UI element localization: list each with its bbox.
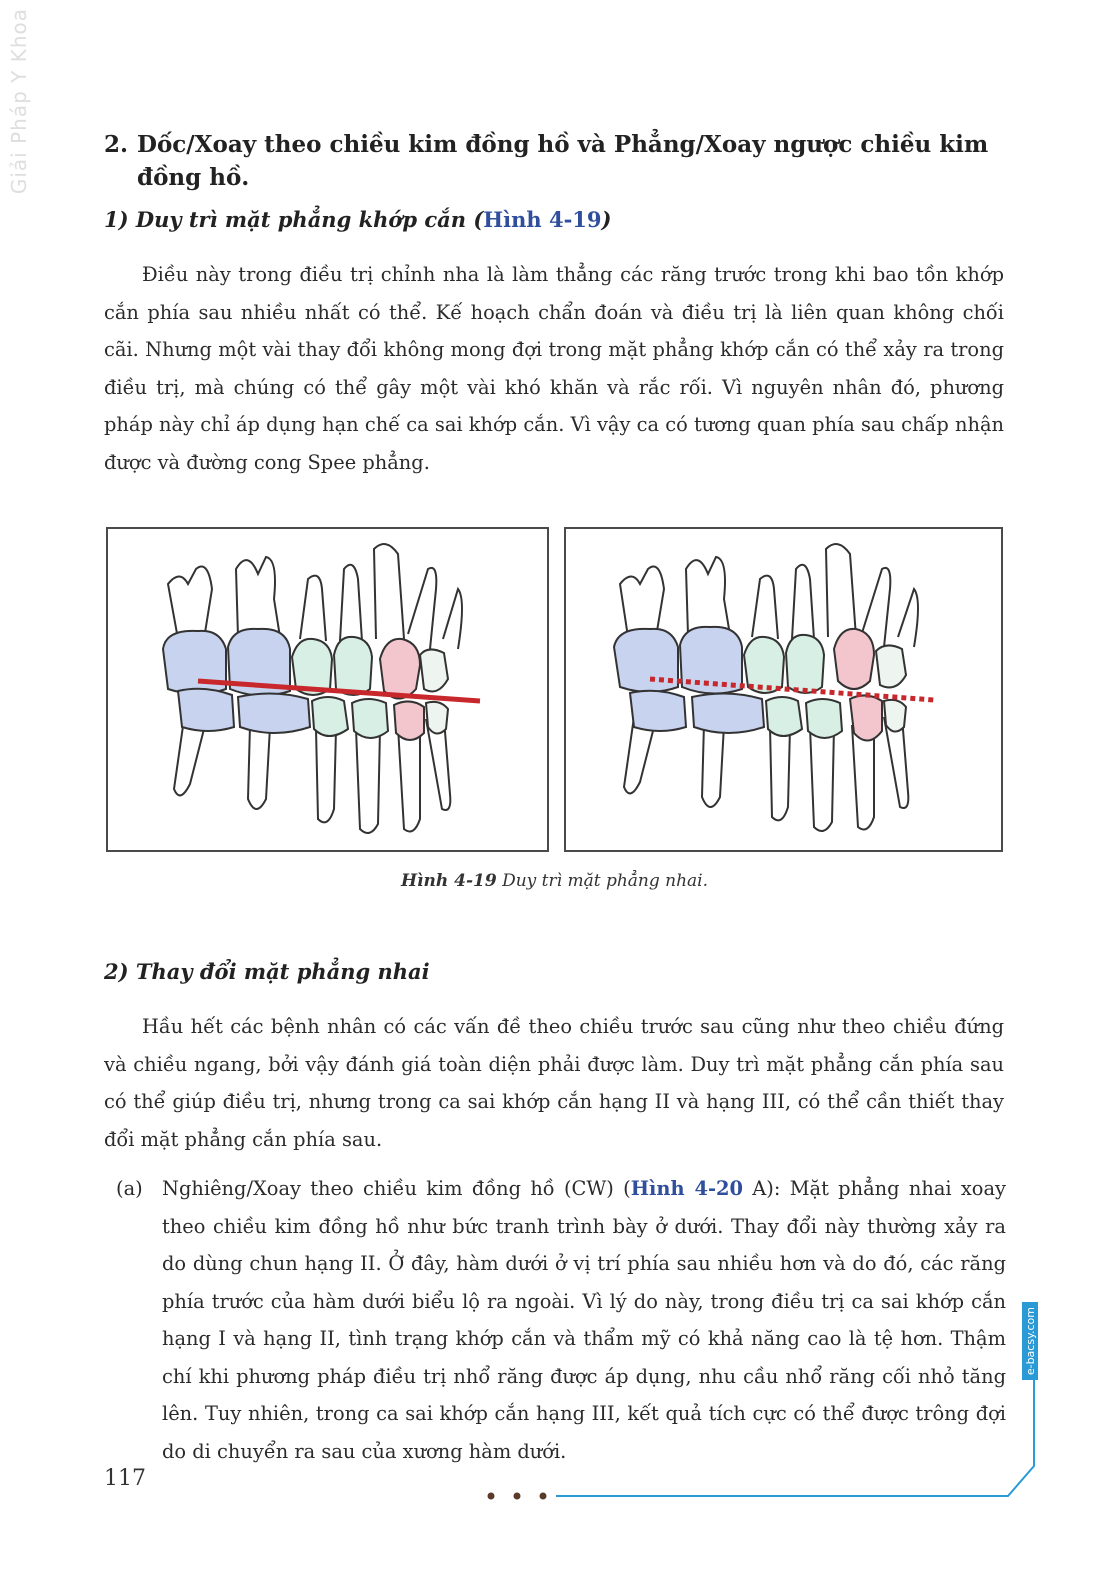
subsection-1-paragraph: Điều này trong điều trị chỉnh nha là làm thẳng các răng trước trong khi bao tồn khớp cắn phía sau nhiều nhất có thể. Kế hoạch chẩn đoán và điều trị là liên quan không chối cãi. Nhưng một vài thay đổi không mong đợi trong mặt phẳng khớp cắn có thể xảy ra trong điều trị, mà chúng có thể gây một vài khó khăn và rắc rối. Vì nguyên nhân đó, phương pháp này chỉ áp dụng hạn chế ca sai khớp cắn. Vì vậy ca có tương quan phía sau chấp nhận được và đường cong Spee phẳng. [104,263,1004,474]
subsection-1-title: 1) Duy trì mặt phẳng khớp cắn ( [104,207,484,232]
list-item-a-marker: (a) [116,1177,143,1200]
dental-arch-illustration-left [108,529,547,850]
figure-ref-4-20[interactable]: Hình 4-20 [630,1177,744,1200]
subsection-2-heading [104,957,430,987]
list-item-a [116,1170,1006,1470]
figure-panel-right [564,527,1003,852]
footer-dot [488,1493,495,1500]
figure-caption-label: Hình 4-19 [400,871,497,891]
figure-caption [0,871,1109,891]
list-item-a-lead: Nghiêng/Xoay theo chiều kim đồng hồ (CW) ( [162,1177,631,1200]
footer-dot [540,1493,547,1500]
page-number: 117 [104,1466,146,1491]
section-heading [104,128,1014,194]
side-brand-watermark [6,8,32,195]
figure-panel-left [106,527,549,852]
figure-caption-text: Duy trì mặt phẳng nhai. [496,871,709,891]
list-item-a-rest: A): Mặt phẳng nhai xoay theo chiều kim đồng hồ như bức tranh trình bày ở dưới. Thay đổi này thường xảy ra do dùng chun hạng II. Ở đây, hàm dưới ở vị trí phía sau nhiều hơn và do đó, các răng phía trước của hàm dưới biểu lộ ra ngoài. Vì lý do này, trong điều trị ca sai khớp cắn hạng I và hạng II, tình trạng khớp cắn và thẩm mỹ có khả năng cao là tệ hơn. Thậm chí khi phương pháp điều trị nhổ răng được áp dụng, nhu cầu nhổ răng cối nhỏ tăng lên. Tuy nhiên, trong ca sai khớp cắn hạng III, kết quả tích cực có thể được trông đợi do di chuyển ra sau của xương hàm dưới. [162,1177,1006,1463]
subsection-1-close: ) [601,207,612,232]
list-item-a-body [162,1170,1006,1470]
subsection-2-paragraph: Hầu hết các bệnh nhân có các vấn đề theo chiều trước sau cũng như theo chiều đứng và chiều ngang, bởi vậy đánh giá toàn diện phải được làm. Duy trì mặt phẳng cắn phía sau có thể giúp điều trị, nhưng trong ca sai khớp cắn hạng II và hạng III, có thể cần thiết thay đổi mặt phẳng cắn phía sau. [104,1015,1004,1151]
dental-arch-illustration-right [566,529,1001,850]
figure-ref-4-19[interactable]: Hình 4-19 [483,207,602,232]
url-tag [1022,1302,1038,1380]
subsection-1-heading [104,205,611,235]
subsection-2-title: 2) Thay đổi mặt phẳng nhai [104,959,430,984]
side-brand-text: Giải Pháp Y Khoa [7,8,31,195]
footer-dot [514,1493,521,1500]
url-tag-text: e-bacsy.com [1023,1306,1037,1376]
section-number: 2. [104,131,129,158]
section-title: Dốc/Xoay theo chiều kim đồng hồ và Phẳng/Xoay ngược chiều kim đồng hồ. [137,131,989,191]
